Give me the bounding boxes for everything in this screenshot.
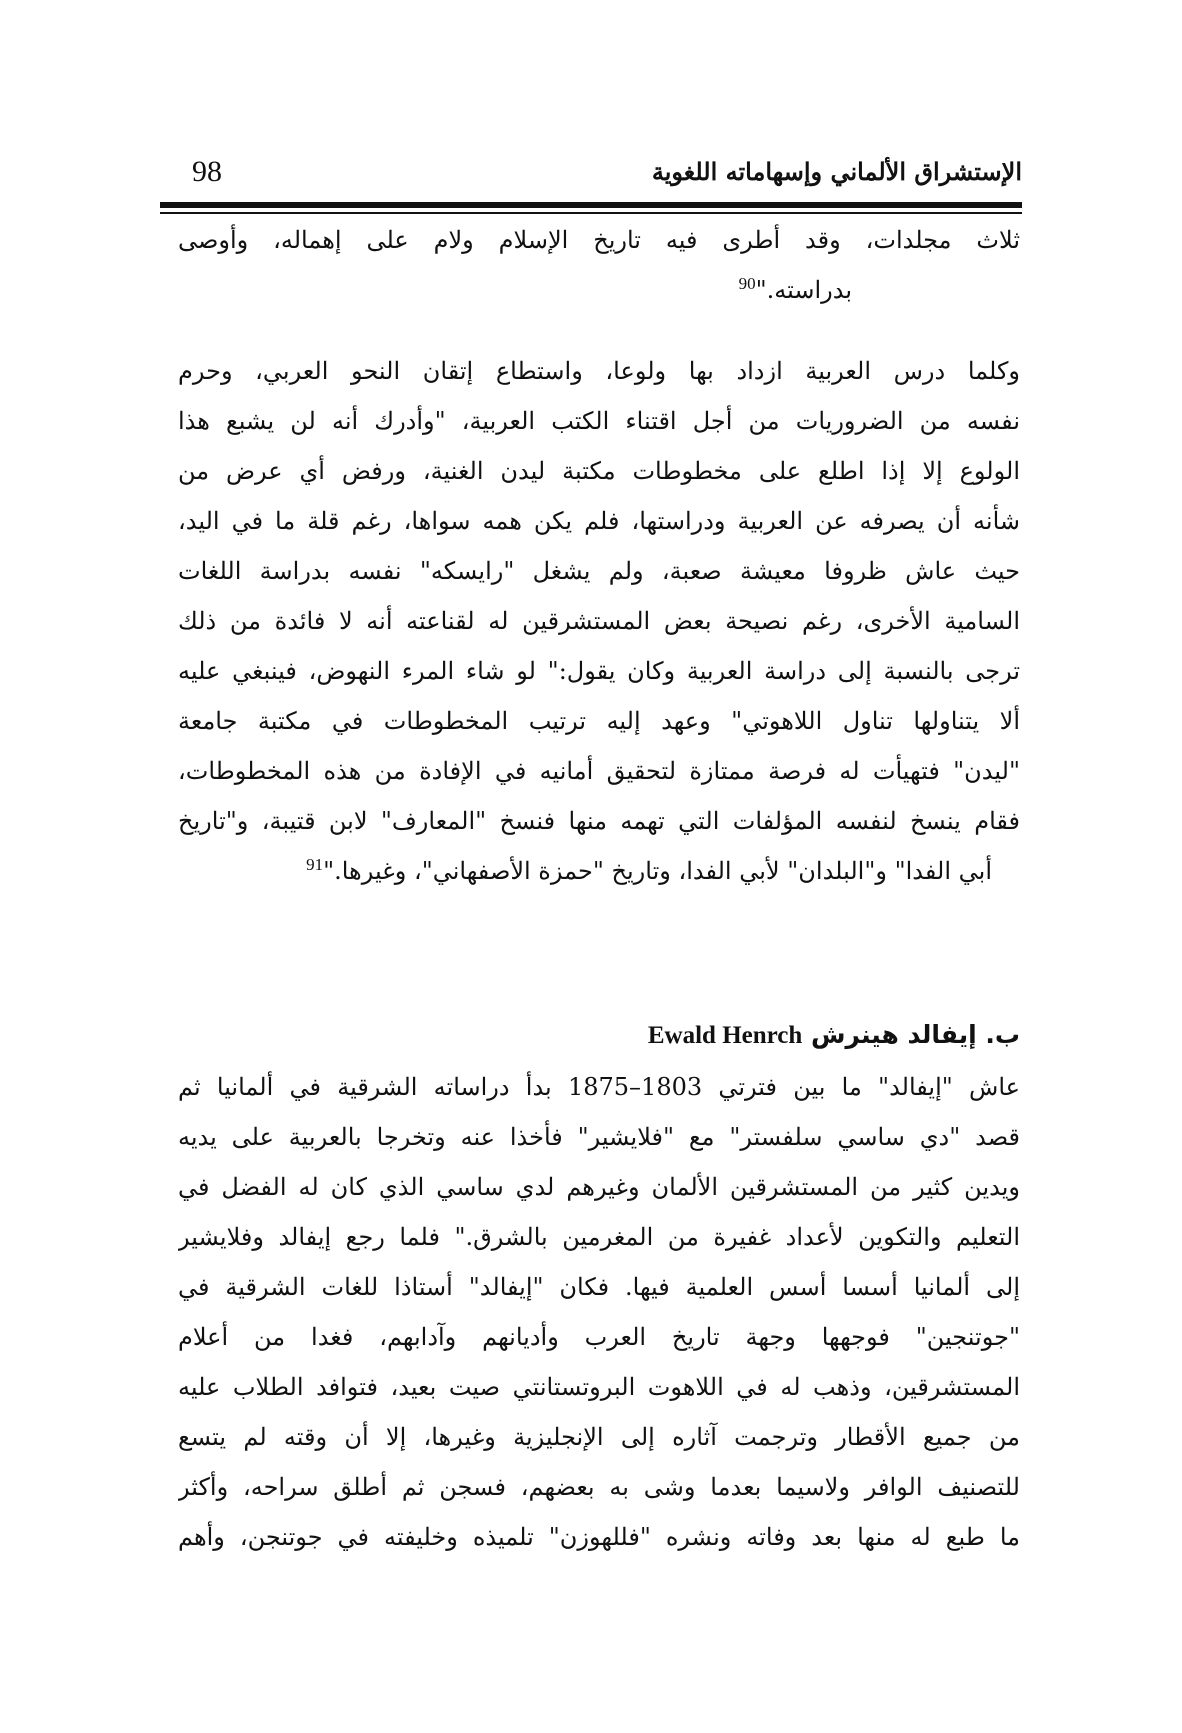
text-line: ثلاث مجلدات، وقد أطرى فيه تاريخ الإسلام ولام على إهماله، وأوصى <box>178 226 1020 254</box>
text-line: السامية الأخرى، رغم نصيحة بعض المستشرقين له لقناعته أنه لا فائدة من ذلك <box>178 607 1020 635</box>
running-title: الإستشراق الألماني وإسهاماته اللغوية <box>651 157 1022 186</box>
section-heading-arabic: ب. إيفالد هينرش <box>811 1020 1020 1049</box>
text-line: حيث عاش ظروفا معيشة صعبة، ولم يشغل "رايسكه" نفسه بدراسة اللغات <box>178 557 1020 585</box>
header-rule-thick <box>160 202 1022 208</box>
text-line-end <box>739 265 852 315</box>
text-line-content: بدراسته." <box>755 276 852 304</box>
text-line: عاش "إيفالد" ما بين فترتي 1803–1875 بدأ دراساته الشرقية في ألمانيا ثم <box>178 1073 1020 1101</box>
text-line: ما طبع له منها بعد وفاته ونشره "فللهوزن" تلميذه وخليفته في جوتنجن، وأهم <box>178 1523 1020 1551</box>
text-line: شأنه أن يصرفه عن العربية ودراستها، فلم يكن همه سواها، رغم قلة ما في اليد، <box>178 507 1020 535</box>
text-line: إلى ألمانيا أسسا أسس العلمية فيها. فكان "إيفالد" أستاذا للغات الشرقية في <box>178 1273 1020 1301</box>
text-line: ألا يتناولها تناول اللاهوتي" وعهد إليه ترتيب المخطوطات في مكتبة جامعة <box>178 707 1020 735</box>
page-header <box>160 152 1022 192</box>
text-line: للتصنيف الوافر ولاسيما بعدما وشى به بعضهم، فسجن ثم أطلق سراحه، وأكثر <box>178 1473 1020 1501</box>
text-line: الولوع إلا إذا اطلع على مخطوطات مكتبة ليدن الغنية، ورفض أي عرض من <box>178 457 1020 485</box>
text-line: ويدين كثير من المستشرقين الألمان وغيرهم لدي ساسي الذي كان له الفضل في <box>178 1173 1020 1201</box>
page-number: 98 <box>192 155 222 188</box>
text-line: "جوتنجين" فوجهها وجهة تاريخ العرب وأديانهم وآدابهم، فغدا من أعلام <box>178 1323 1020 1351</box>
text-line: ترجى بالنسبة إلى دراسة العربية وكان يقول:" لو شاء المرء النهوض، فينبغي عليه <box>178 657 1020 685</box>
text-line-end <box>306 846 992 896</box>
text-line: "ليدن" فتهيأت له فرصة ممتازة لتحقيق أمانيه في الإفادة من هذه المخطوطات، <box>178 757 1020 785</box>
text-line: التعليم والتكوين لأعداد غفيرة من المغرمين بالشرق." فلما رجع إيفالد وفلايشير <box>178 1223 1020 1251</box>
text-line: نفسه من الضروريات من أجل اقتناء الكتب العربية، "وأدرك أنه لن يشبع هذا <box>178 407 1020 435</box>
text-line: من جميع الأقطار وترجمت آثاره إلى الإنجليزية وغيرها، إلا أن وقته لم يتسع <box>178 1423 1020 1451</box>
text-line: وكلما درس العربية ازداد بها ولوعا، واستطاع إتقان النحو العربي، وحرم <box>178 357 1020 385</box>
text-line: قصد "دي ساسي سلفستر" مع "فلايشير" فأخذا عنه وتخرجا بالعربية على يديه <box>178 1123 1020 1151</box>
footnote-marker: 90 <box>738 274 756 293</box>
footnote-marker: 91 <box>306 855 324 874</box>
section-heading <box>648 1010 1020 1061</box>
section-heading-latin: Ewald Henrch <box>647 1022 803 1049</box>
header-rule-thin <box>160 212 1022 214</box>
text-line-content: أبي الفدا" و"البلدان" لأبي الفدا، وتاريخ "حمزة الأصفهاني"، وغيرها." <box>323 857 992 885</box>
text-line: فقام ينسخ لنفسه المؤلفات التي تهمه منها فنسخ "المعارف" لابن قتيبة، و"تاريخ <box>178 807 1020 835</box>
text-line: المستشرقين، وذهب له في اللاهوت البروتستانتي صيت بعيد، فتوافد الطلاب عليه <box>178 1373 1020 1401</box>
